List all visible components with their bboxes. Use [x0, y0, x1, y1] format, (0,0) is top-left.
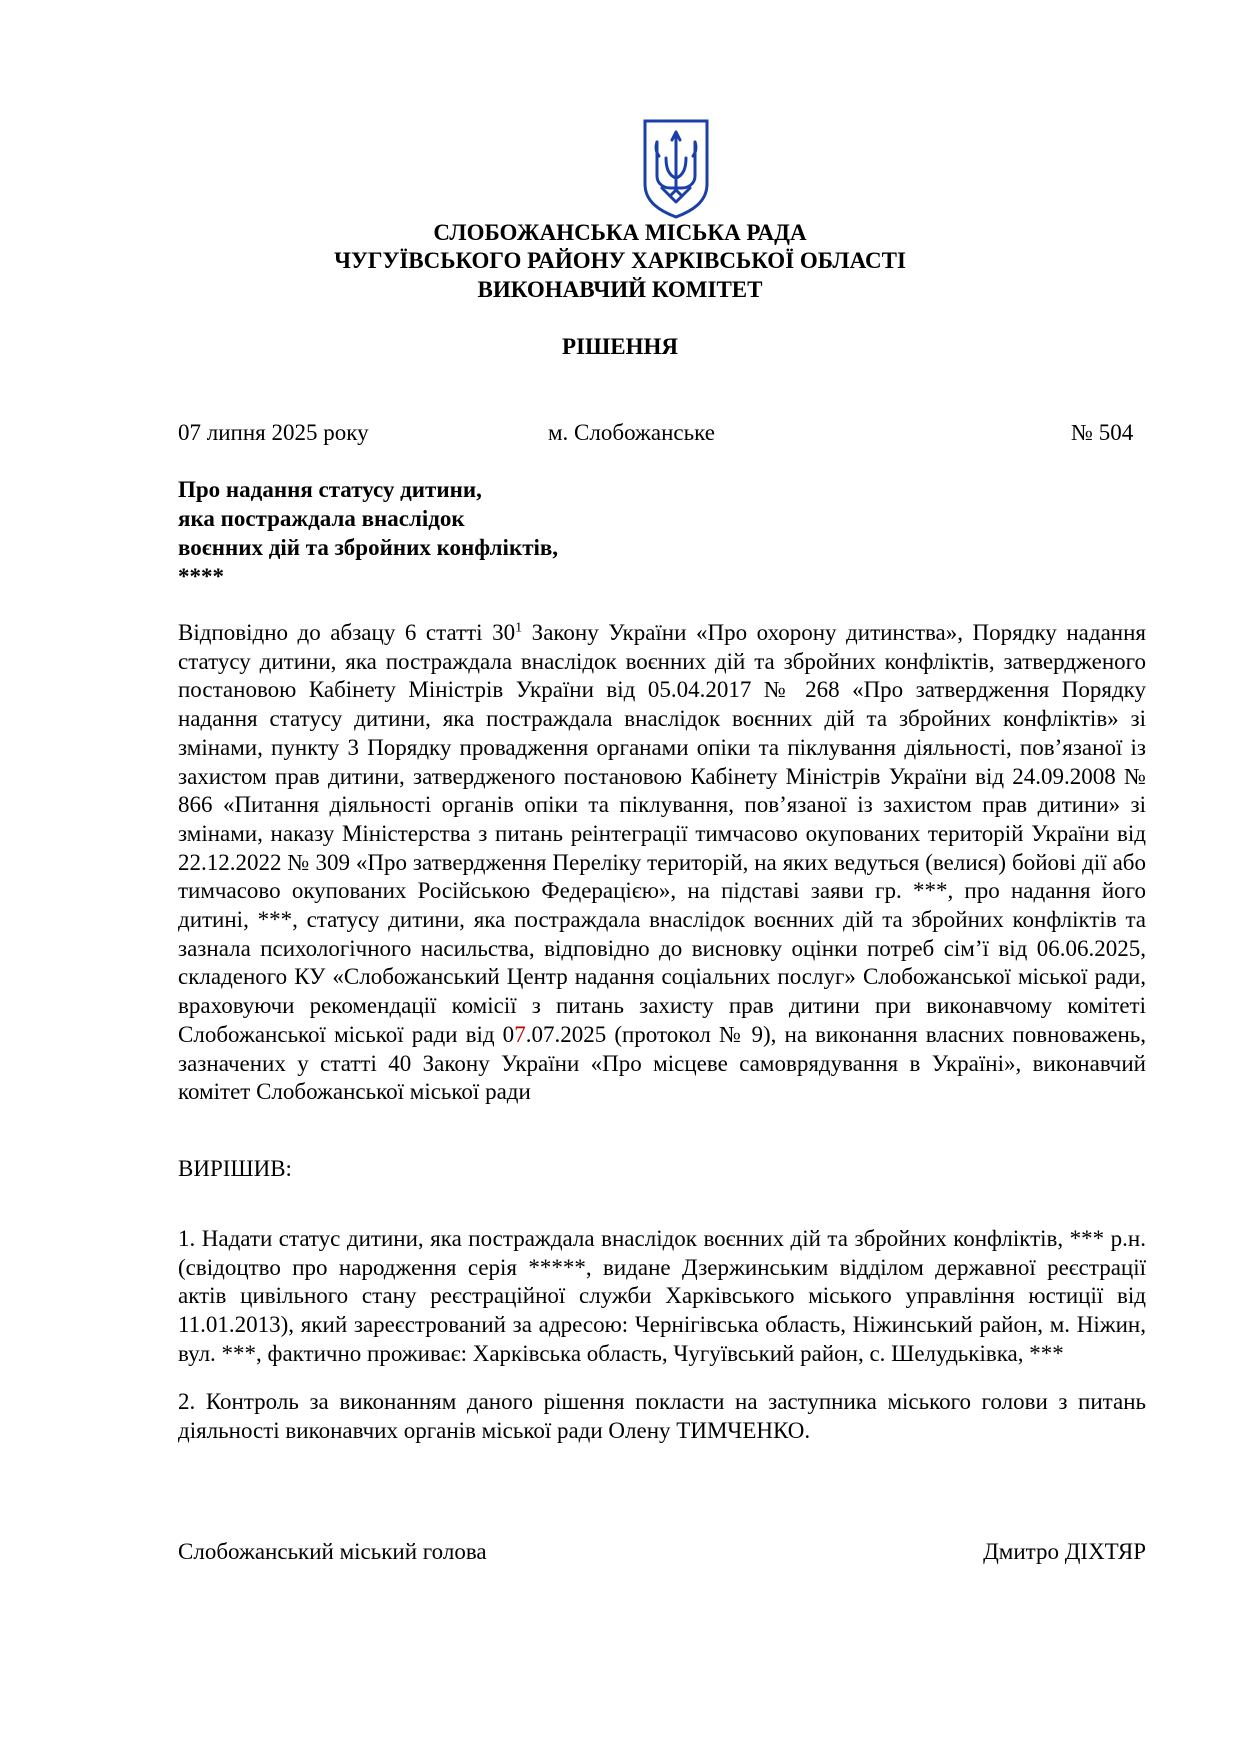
decision-item-1: 1. Надати статус дитини, яка постраждала внаслідок воєнних дій та збройних конфліктів, *** р.н. (свідоцтво про народження серія *****, видане Дзержинським відділом державної реєстрації актів цивільного стану реєстраційної служби Харківського міського управління юстиції від 11.01.2013), який зареєстрований за адресою: Чернігівська область, Ніжинський район, м. Ніжин, вул. ***, фактично проживає: Харківська область, Чугуївський район, с. Шелудьківка, ***: [178, 1226, 1146, 1366]
decision-number: № 504: [1071, 420, 1134, 445]
decided-heading: ВИРІШИВ:: [178, 1156, 292, 1181]
highlighted-digit: 7: [514, 1021, 526, 1047]
decision-date: 07 липня 2025 року: [178, 420, 369, 445]
committee-name: ВИКОНАВЧИЙ КОМІТЕТ: [477, 277, 763, 302]
decision-city: м. Слобожанське: [548, 420, 715, 445]
subject-line: Про надання статусу дитини,: [178, 477, 482, 502]
signatory-position: Слобожанський міський голова: [178, 1539, 487, 1564]
article-superscript: 1: [515, 620, 523, 636]
ukraine-trident-coat-of-arms-icon: [642, 118, 710, 220]
document-type: РІШЕННЯ: [562, 334, 678, 359]
district-name: ЧУГУЇВСЬКОГО РАЙОНУ ХАРКІВСЬКОЇ ОБЛАСТІ: [334, 248, 906, 273]
decision-item-2: 2. Контроль за виконанням даного рішення покласти на заступника міського голови з питань діяльності виконавчих органів міської ради Олену ТИМЧЕНКО.: [178, 1389, 1146, 1443]
signatory-name: Дмитро ДІХТЯР: [983, 1539, 1146, 1564]
preamble-paragraph: [178, 619, 1146, 1107]
subject-line: воєнних дій та збройних конфліктів,: [178, 535, 559, 560]
subject-line: ****: [178, 564, 224, 589]
preamble-text-part: .07.2025 (протокол № 9), на виконання власних повноважень, зазначених у статті 40 Закону України «Про місцеве самоврядування в Україні», виконавчий комітет Слобожанської міської ради: [178, 1021, 1146, 1105]
subject-line: яка постраждала внаслідок: [178, 506, 465, 531]
council-name: СЛОБОЖАНСЬКА МІСЬКА РАДА: [433, 220, 807, 245]
preamble-text-part: Закону України «Про охорону дитинства», Порядку надання статусу дитини, яка постраждала внаслідок воєнних дій та збройних конфліктів, затвердженого постановою Кабінету Міністрів України від 05.04.2017 № 268 «Про затвердження Порядку надання статусу дитини, яка постраждала внаслідок воєнних дій та збройних конфліктів» зі змінами, пункту 3 Порядку провадження органами опіки та піклування діяльності, пов’язаної із захистом прав дитини, затвердженого постановою Кабінету Міністрів України від 24.09.2008 № 866 «Питання діяльності органів опіки та піклування, пов’язаної із захистом прав дитини» зі змінами, наказу Міністерства з питань реінтеграції тимчасово окупованих територій України від 22.12.2022 № 309 «Про затвердження Переліку територій, на яких ведуться (велися) бойові дії або тимчасово окупованих Російською Федерацією», на підставі заяви гр. ***, про надання його дитині, ***, статусу дитини, яка постраждала внаслідок воєнних дій та збройних конфліктів та зазнала психологічного насильства, відповідно до висновку оцінки потреб сім’ї від 06.06.2025, складеного КУ «Слобожанський Центр надання соціальних послуг» Слобожанської міської ради, враховуючи рекомендації комісії з питань захисту прав дитини при виконавчому комітеті Слобожанської міської ради від 0: [178, 620, 1146, 1047]
preamble-text-part: Відповідно до абзацу 6 статті 30: [178, 620, 516, 645]
decision-subject: [178, 475, 778, 591]
